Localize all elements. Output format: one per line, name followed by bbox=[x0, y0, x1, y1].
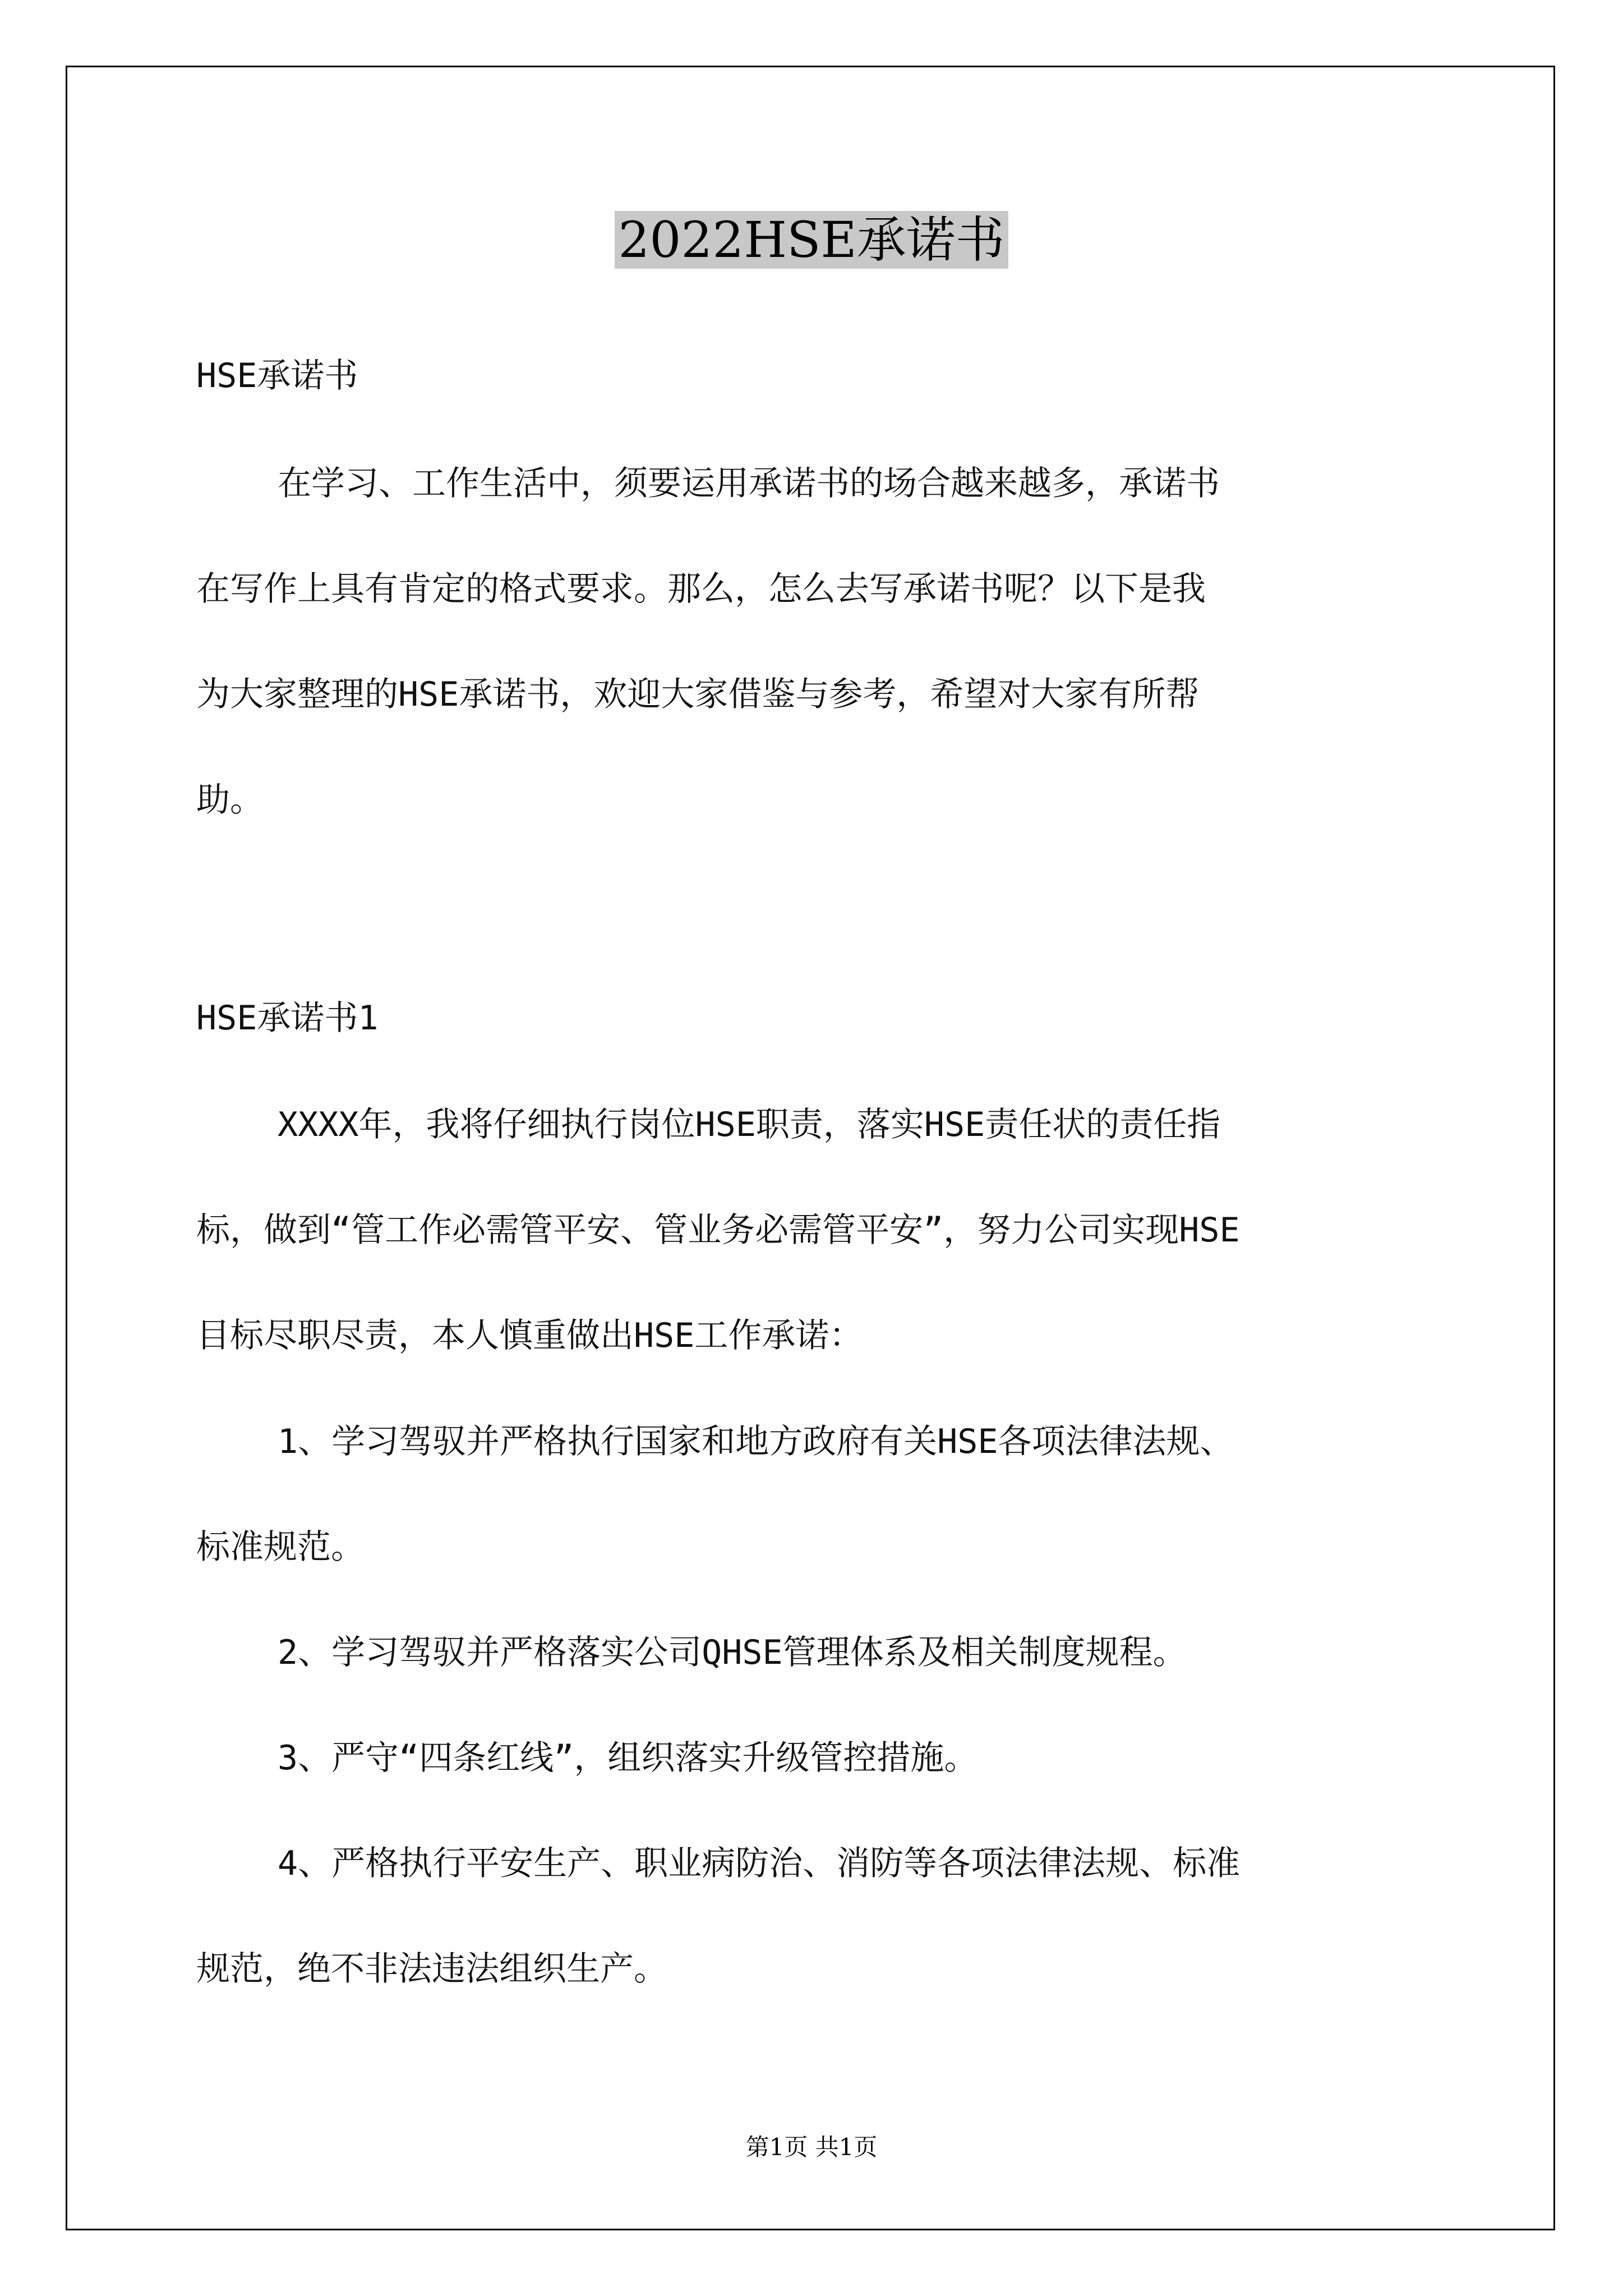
document-title: 2022HSE承诺书 bbox=[0, 206, 1623, 274]
section-paragraph-line: 标，做到“管工作必需管平安、管业务必需管平安”，努力公司实现HSE bbox=[196, 1211, 1240, 1250]
intro-line: 在写作上具有肯定的格式要求。那么，怎么去写承诺书呢？以下是我 bbox=[196, 569, 1206, 609]
list-item-line: 规范，绝不非法违法组织生产。 bbox=[196, 1949, 667, 1989]
list-item-line: 4、严格执行平安生产、职业病防治、消防等各项法律法规、标准 bbox=[278, 1844, 1241, 1883]
page-footer: 第1页 共1页 bbox=[745, 2133, 878, 2161]
intro-line: 在学习、工作生活中，须要运用承诺书的场合越来越多，承诺书 bbox=[278, 464, 1220, 503]
section-paragraph-line: 目标尽职尽责，本人慎重做出HSE工作承诺： bbox=[196, 1316, 863, 1355]
intro-line: 为大家整理的HSE承诺书，欢迎大家借鉴与参考，希望对大家有所帮 bbox=[196, 675, 1200, 714]
section-heading: HSE承诺书1 bbox=[196, 999, 379, 1038]
list-item-line: 标准规范。 bbox=[196, 1527, 365, 1567]
list-item-line: 3、严守“四条红线”，组织落实升级管控措施。 bbox=[278, 1738, 978, 1778]
list-item-line: 2、学习驾驭并严格落实公司QHSE管理体系及相关制度规程。 bbox=[278, 1633, 1187, 1672]
intro-heading: HSE承诺书 bbox=[196, 356, 358, 395]
list-item-line: 1、学习驾驭并严格执行国家和地方政府有关HSE各项法律法规、 bbox=[278, 1422, 1234, 1461]
intro-line: 助。 bbox=[196, 780, 264, 820]
section-paragraph-line: XXXX年，我将仔细执行岗位HSE职责，落实HSE责任状的责任指 bbox=[278, 1105, 1221, 1144]
